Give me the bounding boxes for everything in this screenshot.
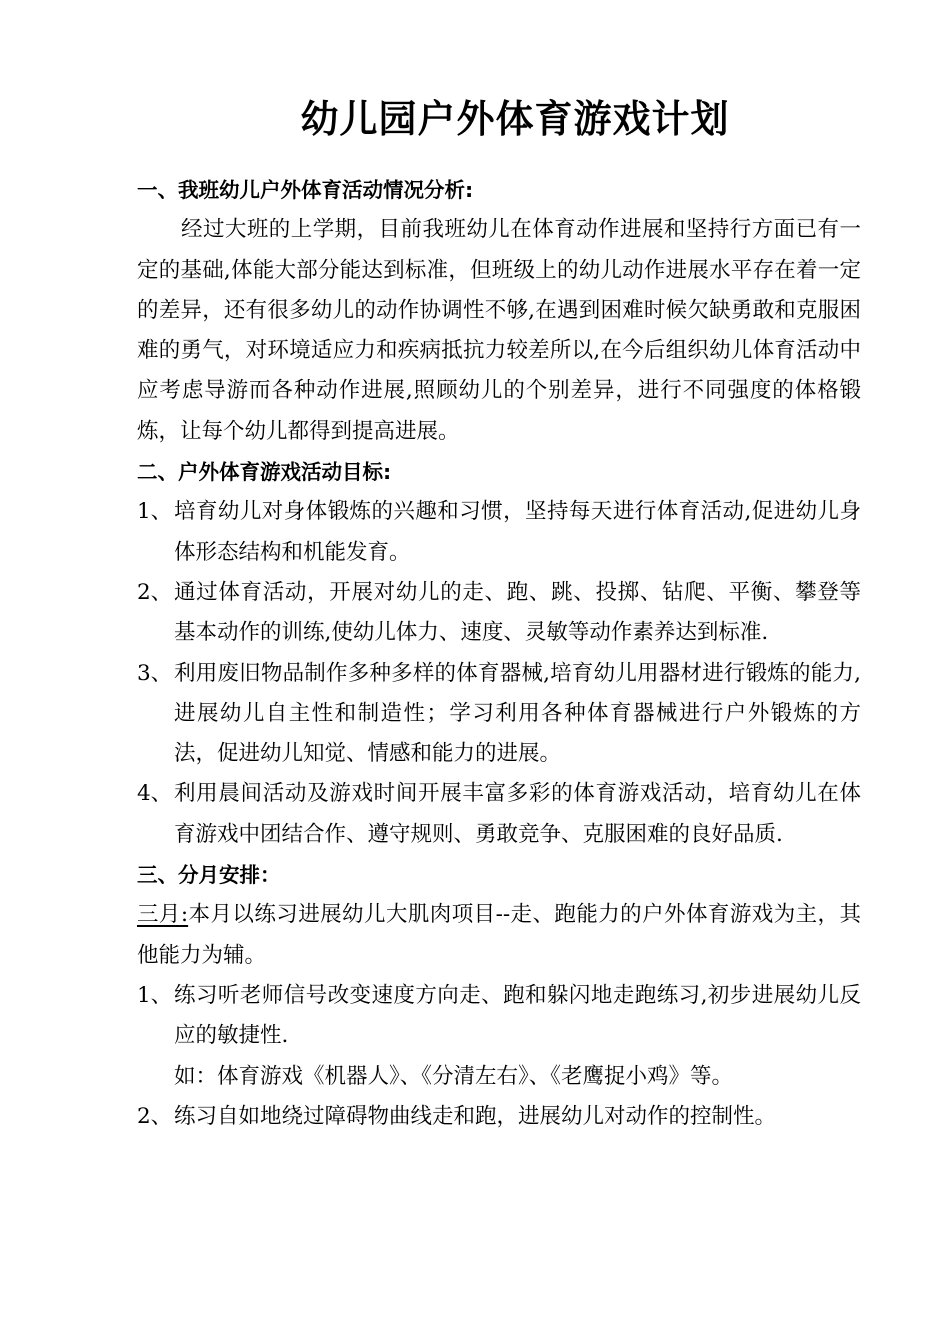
- document-body: [137, 170, 861, 1137]
- month-text: 本月以练习进展幼儿大肌肉项目--走、跑能力的户外体育游戏为主，其他能力为辅。: [137, 902, 861, 968]
- goal-item-text: 通过体育活动，开展对幼儿的走、跑、跳、投掷、钻爬、平衡、攀登等基本动作的训练,使幼儿体力、速度、灵敏等动作素养达到标准.: [174, 579, 861, 646]
- goal-item: [137, 774, 861, 855]
- game-example: 如：体育游戏《机器人》、《分清左右》、《老鹰捉小鸡》等。: [174, 1063, 734, 1089]
- month-item-number: 1、: [137, 982, 173, 1008]
- month-item-number: 2、: [137, 1103, 173, 1129]
- document-title: 幼儿园户外体育游戏计划: [300, 97, 730, 141]
- month-label: 三月:: [137, 902, 189, 928]
- goal-item-text: 利用废旧物品制作多种多样的体育器械,培育幼儿用器材进行锻炼的能力,进展幼儿自主性和制造性；学习利用各种体育器械进行户外锻炼的方法，促进幼儿知觉、情感和能力的进展。: [174, 660, 861, 767]
- month-item: [137, 976, 861, 1057]
- goal-item: [137, 573, 861, 654]
- goal-item-number: 4、: [137, 781, 173, 807]
- month-item: [137, 1097, 861, 1137]
- month-item-text: 练习听老师信号改变速度方向走、跑和躲闪地走跑练习,初步进展幼儿反应的敏捷性.: [174, 982, 861, 1049]
- section-heading-goals: 二、户外体育游戏活动目标:: [137, 460, 392, 485]
- section-heading-analysis: 一、我班幼儿户外体育活动情况分析:: [137, 178, 474, 202]
- goal-item-number: 1、: [137, 499, 173, 525]
- goal-item: [137, 492, 861, 573]
- goal-item-number: 3、: [137, 660, 173, 686]
- analysis-paragraph: 经过大班的上学期，目前我班幼儿在体育动作进展和坚持行方面已有一定的基础,体能大部分能达到标准，但班级上的幼儿动作进展水平存在着一定的差异，还有很多幼儿的动作协调性不够,在遇到困难时候欠缺勇敢和克服困难的勇气，对环境适应力和疾病抵抗力较差所以,在今后组织幼儿体育活动中应考虑导游而各种动作进展,照顾幼儿的个别差异，进行不同强度的体格锻炼，让每个幼儿都得到提高进展。: [137, 217, 861, 444]
- goal-item: [137, 654, 861, 775]
- month-paragraph: [137, 895, 861, 976]
- goal-item-text: 培育幼儿对身体锻炼的兴趣和习惯，坚持每天进行体育活动,促进幼儿身体形态结构和机能发育。: [174, 499, 861, 565]
- goal-item-number: 2、: [137, 579, 173, 605]
- goal-item-text: 利用晨间活动及游戏时间开展丰富多彩的体育游戏活动，培育幼儿在体育游戏中团结合作、遵守规则、勇敢竞争、克服困难的良好品质.: [174, 781, 861, 847]
- section-heading-monthly: 三、分月安排：: [137, 863, 281, 888]
- month-item-text: 练习自如地绕过障碍物曲线走和跑，进展幼儿对动作的控制性。: [174, 1103, 777, 1129]
